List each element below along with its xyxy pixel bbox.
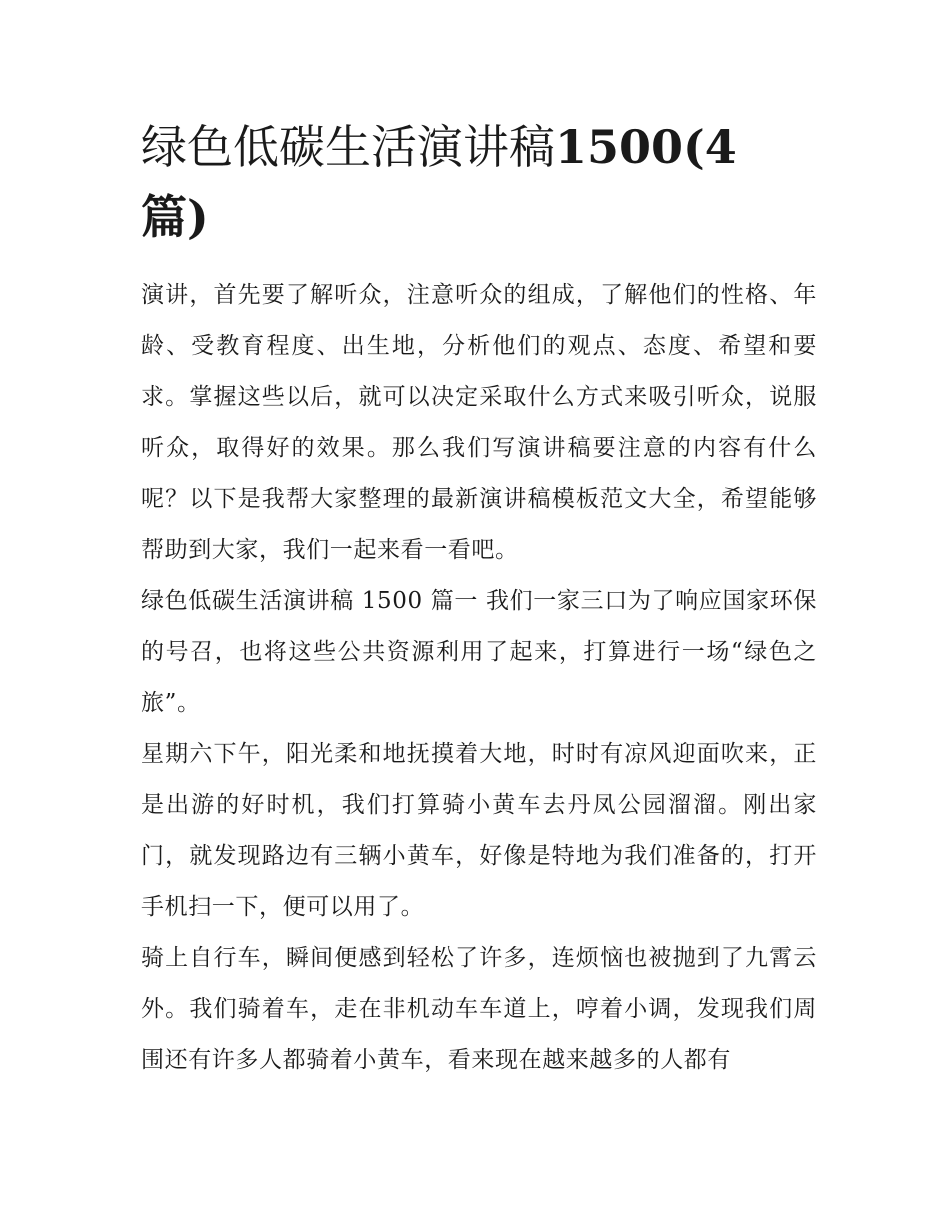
- title-main: 绿色低碳生活演讲稿: [141, 120, 555, 174]
- document-body: [141, 112, 817, 1086]
- title-tail: 篇): [141, 190, 209, 244]
- paragraph-2: 星期六下午，阳光柔和地抚摸着大地，时时有凉风迎面吹来，正是出游的好时机，我们打算骑小黄车去丹凤公园溜溜。刚出家门，就发现路边有三辆小黄车，好像是特地为我们准备的，打开手机扫一下，便可以用了。: [141, 741, 817, 920]
- paragraph-3: 骑上自行车，瞬间便感到轻松了许多，连烦恼也被抛到了九霄云外。我们骑着车，走在非机动车车道上，哼着小调，发现我们周围还有许多人都骑着小黄车，看来现在越来越多的人都有: [141, 945, 817, 1073]
- document-title: [141, 112, 817, 270]
- paragraph-1: 绿色低碳生活演讲稿 1500 篇一 我们一家三口为了响应国家环保的号召，也将这些公共资源利用了起来，打算进行一场“绿色之旅”。: [141, 588, 817, 716]
- title-number: 1500(4: [555, 120, 737, 174]
- paragraph-intro: 演讲，首先要了解听众，注意听众的组成，了解他们的性格、年龄、受教育程度、出生地，分析他们的观点、态度、希望和要求。掌握这些以后，就可以决定采取什么方式来吸引听众，说服听众，取得好的效果。那么我们写演讲稿要注意的内容有什么呢？以下是我帮大家整理的最新演讲稿模板范文大全，希望能够帮助到大家，我们一起来看一看吧。: [141, 282, 817, 563]
